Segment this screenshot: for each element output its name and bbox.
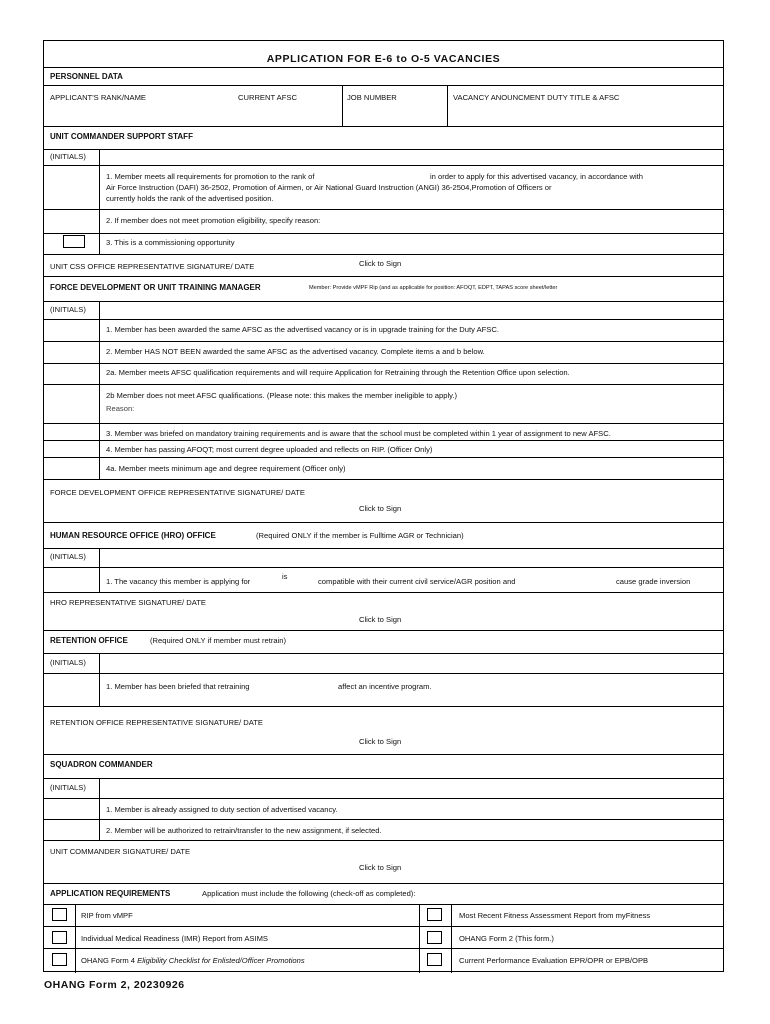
uccs-item3: 3. This is a commissioning opportunity (106, 238, 235, 247)
uccs-click-to-sign[interactable]: Click to Sign (359, 259, 402, 268)
retention-header: RETENTION OFFICE (50, 636, 128, 645)
fd-click-to-sign[interactable]: Click to Sign (359, 504, 402, 513)
fd-item3: 3. Member was briefed on mandatory training requirements and is aware that the school must be completed within 1 year of assignment to new AFSC. (106, 429, 611, 438)
hro-item1-a: 1. The vacancy this member is applying for (106, 577, 251, 586)
job-number-field[interactable]: JOB NUMBER (347, 93, 397, 102)
form2-checkbox[interactable] (427, 931, 442, 944)
force-dev-header: FORCE DEVELOPMENT OR UNIT TRAINING MANAGER (50, 283, 261, 292)
fd-signature-label: FORCE DEVELOPMENT OFFICE REPRESENTATIVE SIGNATURE/ DATE (50, 488, 305, 497)
hro-note: (Required ONLY if the member is Fulltime AGR or Technician) (256, 531, 464, 540)
commissioning-checkbox[interactable] (63, 235, 85, 248)
unit-cc-support-header: UNIT COMMANDER SUPPORT STAFF (50, 132, 193, 141)
fitness-checkbox[interactable] (427, 908, 442, 921)
req-fitness: Most Recent Fitness Assessment Report from myFitness (459, 911, 651, 920)
rank-name-field[interactable]: APPLICANT'S RANK/NAME (50, 93, 146, 102)
hro-item1-b: compatible with their current civil service/AGR position and (318, 577, 516, 586)
hro-signature-label: HRO REPRESENTATIVE SIGNATURE/ DATE (50, 598, 206, 607)
retention-item1-b: affect an incentive program. (338, 682, 432, 691)
uccs-item2: 2. If member does not meet promotion eligibility, specify reason: (106, 216, 321, 225)
uccs-item1-c: Air Force Instruction (DAFI) 36-2502, Promotion of Airmen, or Air National Guard Instruction (ANGI) 36-2504,Promotion of Officers or (106, 183, 552, 192)
req-form4: OHANG Form 4 Eligibility Checklist for Enlisted/Officer Promotions (81, 956, 305, 965)
hro-item1-is: is (282, 572, 288, 581)
evaluation-checkbox[interactable] (427, 953, 442, 966)
fd-item2b: 2b Member does not meet AFSC qualifications. (Please note: this makes the member ineligible to apply.) (106, 391, 458, 400)
req-rip: RIP from vMPF (81, 911, 133, 920)
unit-cc-signature-label: UNIT COMMANDER SIGNATURE/ DATE (50, 847, 191, 856)
form-title: APPLICATION FOR E-6 to O-5 VACANCIES (266, 53, 501, 65)
retention-click-to-sign[interactable]: Click to Sign (359, 737, 402, 746)
fd-item2: 2. Member HAS NOT BEEN awarded the same AFSC as the advertised vacancy. Complete items a and b below. (106, 347, 485, 356)
fd-item2a: 2a. Member meets AFSC qualification requirements and will require Application for Retraining through the Retention Office upon selection. (106, 368, 570, 377)
squadron-item1: 1. Member is already assigned to duty section of advertised vacancy. (106, 805, 338, 814)
retention-note: (Required ONLY if member must retrain) (150, 636, 287, 645)
requirements-note: Application must include the following (check-off as completed): (202, 889, 416, 898)
initials-label: (INITIALS) (50, 305, 86, 314)
fd-item4: 4. Member has passing AFOQT; most current degree uploaded and reflects on RIP. (Officer Only) (106, 445, 433, 454)
uccs-item1-d: currently holds the rank of the advertised position. (106, 194, 274, 203)
rip-checkbox[interactable] (52, 908, 67, 921)
uccs-signature-label: UNIT CSS OFFICE REPRESENTATIVE SIGNATURE/ DATE (50, 262, 255, 271)
req-imr: Individual Medical Readiness (IMR) Report from ASIMS (81, 934, 268, 943)
retention-signature-label: RETENTION OFFICE REPRESENTATIVE SIGNATURE/ DATE (50, 718, 263, 727)
imr-checkbox[interactable] (52, 931, 67, 944)
initials-label: (INITIALS) (50, 658, 86, 667)
initials-label: (INITIALS) (50, 783, 86, 792)
unit-cc-click-to-sign[interactable]: Click to Sign (359, 863, 402, 872)
requirements-header: APPLICATION REQUIREMENTS (50, 889, 171, 898)
application-form (43, 40, 724, 972)
fd-item1: 1. Member has been awarded the same AFSC as the advertised vacancy or is in upgrade training for the Duty AFSC. (106, 325, 499, 334)
hro-click-to-sign[interactable]: Click to Sign (359, 615, 402, 624)
form-footer: OHANG Form 2, 20230926 (44, 979, 185, 991)
req-evaluation: Current Performance Evaluation EPR/OPR or EPB/OPB (459, 956, 649, 965)
uccs-item1-a: 1. Member meets all requirements for promotion to the rank of (106, 172, 315, 181)
vacancy-title-field[interactable]: VACANCY ANOUNCMENT DUTY TITLE & AFSC (453, 93, 620, 102)
retention-item1-a: 1. Member has been briefed that retraining (106, 682, 250, 691)
fd-item2b-reason: Reason: (106, 404, 135, 413)
personnel-header: PERSONNEL DATA (50, 72, 123, 81)
form4-checkbox[interactable] (52, 953, 67, 966)
current-afsc-field[interactable]: CURRENT AFSC (238, 93, 297, 102)
squadron-header: SQUADRON COMMANDER (50, 760, 153, 769)
hro-item1-c: cause grade inversion (616, 577, 691, 586)
uccs-item1-b: in order to apply for this advertised vacancy, in accordance with (430, 172, 644, 181)
hro-header: HUMAN RESOURCE OFFICE (HRO) OFFICE (50, 531, 216, 540)
req-form2: OHANG Form 2 (This form.) (459, 934, 554, 943)
fd-item4a: 4a. Member meets minimum age and degree requirement (Officer only) (106, 464, 346, 473)
force-dev-note: Member: Provide vMPF Rip (and as applicable for position: AFOQT, EDPT, TAPAS score sheet/letter (309, 285, 558, 291)
initials-label: (INITIALS) (50, 552, 86, 561)
squadron-item2: 2. Member will be authorized to retrain/transfer to the new assignment, if selected. (106, 826, 382, 835)
initials-label: (INITIALS) (50, 152, 86, 161)
